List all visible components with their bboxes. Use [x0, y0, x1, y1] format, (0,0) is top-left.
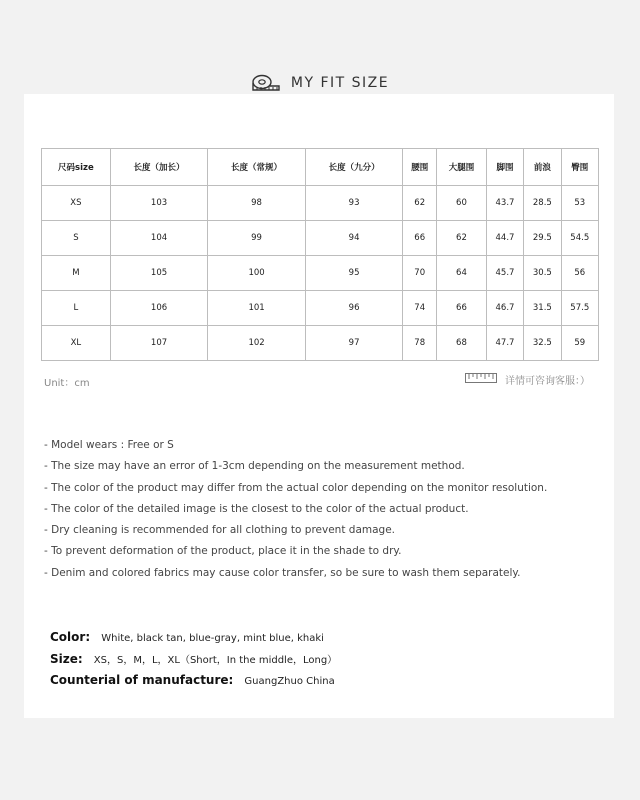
table-cell: 96 — [305, 291, 403, 326]
table-cell: 28.5 — [524, 186, 561, 221]
table-row — [42, 256, 599, 291]
table-cell: 45.7 — [486, 256, 523, 291]
table-cell: 60 — [437, 186, 487, 221]
content-panel — [24, 94, 614, 718]
list-item: - Model wears : Free or S — [44, 439, 174, 451]
table-cell: 32.5 — [524, 326, 561, 361]
table-cell: 66 — [437, 291, 487, 326]
table-cell: 70 — [403, 256, 437, 291]
table-cell: 95 — [305, 256, 403, 291]
column-header-hem: 脚围 — [486, 149, 523, 186]
table-cell: 93 — [305, 186, 403, 221]
table-cell: 106 — [110, 291, 208, 326]
column-header-thigh: 大腿围 — [437, 149, 487, 186]
table-cell: 44.7 — [486, 221, 523, 256]
page-title: MY FIT SIZE — [290, 75, 390, 91]
table-cell: 43.7 — [486, 186, 523, 221]
list-item: - The color of the product may differ from the actual color depending on the monitor resolution. — [44, 481, 548, 494]
table-cell: 57.5 — [561, 291, 598, 326]
table-cell: 105 — [110, 256, 208, 291]
table-cell: 107 — [110, 326, 208, 361]
table-cell: 104 — [110, 221, 208, 256]
table-cell: S — [42, 221, 111, 256]
table-cell: 54.5 — [561, 221, 598, 256]
unit-label: Unit：cm — [44, 378, 90, 389]
care-notes-list — [44, 435, 547, 584]
table-row — [42, 186, 599, 221]
column-header-length-ninth: 长度（九分） — [305, 149, 403, 186]
table-cell: XL — [42, 326, 111, 361]
table-cell: 101 — [208, 291, 306, 326]
table-cell: 94 — [305, 221, 403, 256]
table-cell: 31.5 — [524, 291, 561, 326]
spec-size — [50, 647, 337, 669]
table-row — [42, 326, 599, 361]
column-header-length-long: 长度（加长） — [110, 149, 208, 186]
spec-color-value: White, black tan, blue-gray, mint blue, khaki — [101, 633, 324, 644]
column-header-length-regular: 长度（常规） — [208, 149, 306, 186]
table-cell: 68 — [437, 326, 487, 361]
table-cell: 62 — [403, 186, 437, 221]
spec-origin-value: GuangZhuo China — [244, 676, 335, 687]
ruler-icon — [465, 373, 497, 386]
table-cell: 99 — [208, 221, 306, 256]
table-cell: 103 — [110, 186, 208, 221]
column-header-size: 尺码size — [42, 149, 111, 186]
table-cell: 98 — [208, 186, 306, 221]
table-cell: 66 — [403, 221, 437, 256]
column-header-hip: 臀围 — [561, 149, 598, 186]
service-note-text: 详情可咨询客服：） — [505, 376, 590, 387]
tape-measure-icon — [251, 74, 281, 92]
list-item: - The size may have an error of 1-3cm depending on the measurement method. — [44, 460, 465, 473]
table-cell: 74 — [403, 291, 437, 326]
table-cell: 29.5 — [524, 221, 561, 256]
table-cell: M — [42, 256, 111, 291]
table-header-row — [42, 149, 599, 186]
table-cell: 56 — [561, 256, 598, 291]
list-item: - Denim and colored fabrics may cause color transfer, so be sure to wash them separately. — [44, 566, 521, 579]
list-item: - The color of the detailed image is the closest to the color of the actual product. — [44, 502, 469, 515]
table-cell: 59 — [561, 326, 598, 361]
table-cell: 47.7 — [486, 326, 523, 361]
table-cell: XS — [42, 186, 111, 221]
spec-origin — [50, 668, 337, 690]
table-cell: 46.7 — [486, 291, 523, 326]
column-header-waist: 腰围 — [403, 149, 437, 186]
table-cell: 30.5 — [524, 256, 561, 291]
page-header — [0, 74, 640, 92]
table-row — [42, 291, 599, 326]
table-cell: 97 — [305, 326, 403, 361]
spec-origin-label: Counterial of manufacture: — [50, 673, 234, 687]
table-cell: 102 — [208, 326, 306, 361]
spec-color — [50, 625, 337, 647]
size-table — [41, 148, 599, 361]
list-item: - Dry cleaning is recommended for all clothing to prevent damage. — [44, 524, 396, 537]
spec-size-value: XS，S，M，L，XL（Short，In the middle，Long） — [93, 654, 338, 666]
table-row — [42, 221, 599, 256]
table-cell: 53 — [561, 186, 598, 221]
list-item: - To prevent deformation of the product, place it in the shade to dry. — [44, 545, 402, 558]
table-cell: L — [42, 291, 111, 326]
product-specs — [50, 625, 337, 690]
spec-color-label: Color: — [50, 630, 91, 644]
spec-size-label: Size: — [50, 651, 83, 666]
service-note — [465, 372, 590, 387]
table-cell: 62 — [437, 221, 487, 256]
column-header-front-rise: 前浪 — [524, 149, 561, 186]
table-cell: 100 — [208, 256, 306, 291]
table-cell: 78 — [403, 326, 437, 361]
table-cell: 64 — [437, 256, 487, 291]
